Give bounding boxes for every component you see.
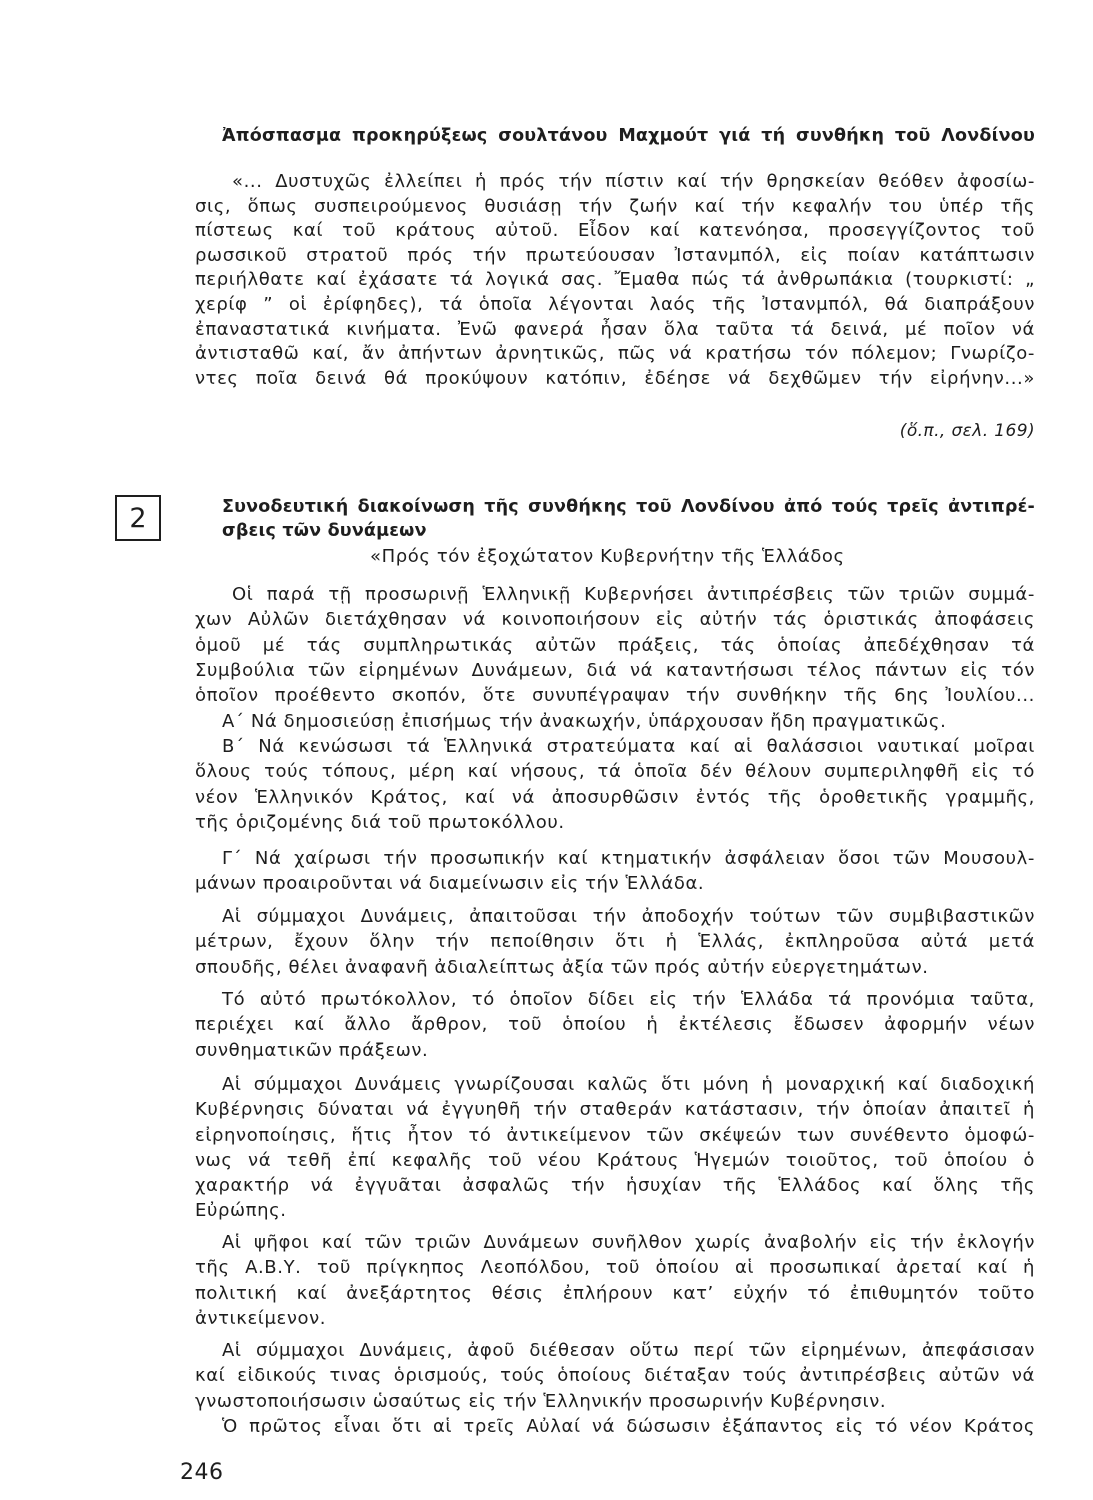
quote-line: ἀντισταθῶ καί, ἄν ἀπήντων ἀρνητικῶς, πῶς νά κρατήσω τόν πόλεμον; Γνωρίζο-	[195, 343, 1035, 365]
paragraph	[195, 709, 1035, 734]
paragraph-line: Αἱ ψῆφοι καί τῶν τριῶν Δυνάμεων συνῆλθον χωρίς ἀναβολήν εἰς τήν ἐκλογήν	[222, 1232, 1035, 1253]
paragraph-line: πολιτική καί ἀνεξάρτητος θέσις ἐπλήρουν κατ’ εὐχήν τό ἐπιθυμητόν τοῦτο	[195, 1282, 1035, 1304]
paragraph-line: Γ΄ Νά χαίρωσι τήν προσωπικήν καί κτηματικήν ἀσφάλειαν ὅσοι τῶν Μουσουλ-	[222, 848, 1035, 869]
quote-line: «... Δυστυχῶς ἐλλείπει ἡ πρός τήν πίστιν καί τήν θρησκείαν θεόθεν ἀφοσίω-	[232, 171, 1035, 192]
page-number: 246	[180, 1460, 224, 1485]
paragraph	[195, 1414, 1035, 1439]
quote-line: σις, ὅπως συσπειρούμενος θυσιάσῃ τήν ζωήν καί τήν κεφαλήν του ὑπέρ τῆς	[195, 195, 1035, 217]
paragraph-line: Κυβέρνησις δύναται νά ἐγγυηθῆ τήν σταθεράν κατάστασιν, τήν ὁποίαν ἀπαιτεῖ ἡ	[195, 1099, 1035, 1121]
paragraph	[195, 1338, 1035, 1414]
document-body	[195, 0, 1035, 1500]
paragraph	[195, 846, 1035, 897]
paragraph-line: εἰρηνοποίησις, ἥτις ἦτον τό ἀντικείμενον τῶν σκέψεών των συνέθεντο ὁμοφώ-	[195, 1124, 1035, 1146]
paragraph	[195, 1230, 1035, 1331]
paragraph-line: συνθηματικῶν πράξεων.	[195, 1039, 429, 1061]
paragraph-line: καί εἰδικούς τινας ὁρισμούς, τούς ὁποίους διέταξαν τούς ἀντιπρέσβεις αὐτῶν νά	[195, 1365, 1035, 1387]
paragraph-line: Αἱ σύμμαχοι Δυνάμεις γνωρίζουσαι καλῶς ὅτι μόνη ἡ μοναρχική καί διαδοχική	[222, 1074, 1035, 1095]
paragraph-line: νως νά τεθῆ ἐπί κεφαλῆς τοῦ νέου Κράτους Ἡγεμών τοιοῦτος, τοῦ ὁποίου ὁ	[195, 1149, 1035, 1171]
title-line: σβεις τῶν δυνάμεων	[222, 520, 427, 541]
salutation: «Πρός τόν ἐξοχώτατον Κυβερνήτην τῆς Ἑλλάδος	[370, 546, 845, 567]
quote-line: ρωσσικοῦ στρατοῦ πρός τήν πρωτεύουσαν Ἰστανμπόλ, εἰς ποίαν κατάπτωσιν	[195, 244, 1035, 266]
paragraph-line: σπουδῆς, θέλει ἀναφανῆ ἀδιαλείπτως ἀξία τῶν πρός αὐτήν εὐεργετημάτων.	[195, 956, 929, 978]
paragraph-line: περιέχει καί ἄλλο ἄρθρον, τοῦ ὁποίου ἡ ἐκτέλεσις ἔδωσεν ἀφορμήν νέων	[195, 1014, 1035, 1036]
paragraph-line: ἀντικείμενον.	[195, 1307, 327, 1329]
paragraph-line: Εὐρώπης.	[195, 1200, 287, 1222]
paragraph-line: ὁμοῦ μέ τάς συμπληρωτικάς αὐτῶν πράξεις, τάς ὁποίας ἀπεδέχθησαν τά	[195, 634, 1035, 656]
title-line: Συνοδευτική διακοίνωση τῆς συνθήκης τοῦ Λονδίνου ἀπό τούς τρεῖς ἀντιπρέ-	[222, 497, 1035, 517]
quote-line: ἐπαναστατικά κινήματα. Ἐνῶ φανερά ἦσαν ὅλα ταῦτα τά δεινά, μέ ποῖον νά	[195, 318, 1035, 340]
paragraph-line: νέον Ἑλληνικόν Κράτος, καί νά ἀποσυρθῶσιν ἐντός τῆς ὁροθετικῆς γραμμῆς,	[195, 786, 1035, 808]
paragraph-line: Αἱ σύμμαχοι Δυνάμεις, ἀφοῦ διέθεσαν οὕτω περί τῶν εἰρημένων, ἀπεφάσισαν	[222, 1340, 1035, 1361]
excerpt-title: Ἀπόσπασμα προκηρύξεως σουλτάνου Μαχμούτ γιά τή συνθήκη τοῦ Λονδίνου	[222, 126, 1035, 146]
section-number: 2	[129, 502, 147, 534]
paragraph-line: ὅλους τούς τόπους, μέρη καί νήσους, τά ὁποῖα δέν θέλουν συμπεριληφθῆ εἰς τό	[195, 761, 1035, 783]
paragraph-line: τῆς ὁριζομένης διά τοῦ πρωτοκόλλου.	[195, 811, 565, 833]
paragraph-line: Οἱ παρά τῇ προσωρινῇ Ἑλληνικῇ Κυβερνήσει ἀντιπρέσβεις τῶν τριῶν συμμά-	[232, 584, 1035, 605]
paragraph-line: Β΄ Νά κενώσωσι τά Ἑλληνικά στρατεύματα καί αἱ θαλάσσιοι ναυτικαί μοῖραι	[222, 736, 1035, 757]
paragraph	[195, 904, 1035, 980]
paragraph	[195, 987, 1035, 1063]
paragraph-line: γνωστοποιήσωσιν ὡσαύτως εἰς τήν Ἑλληνικήν προσωρινήν Κυβέρνησιν.	[195, 1390, 887, 1412]
paragraph-line: Αἱ σύμμαχοι Δυνάμεις, ἀπαιτοῦσαι τήν ἀποδοχήν τούτων τῶν συμβιβαστικῶν	[222, 906, 1035, 927]
paragraph	[195, 582, 1035, 708]
paragraph-line: Ὁ πρῶτος εἶναι ὅτι αἱ τρεῖς Αὐλαί νά δώσωσιν ἐξάπαντος εἰς τό νέον Κράτος	[222, 1416, 1035, 1437]
paragraph-line: Α΄ Νά δημοσιεύσῃ ἐπισήμως τήν ἀνακωχήν, ὑπάρχουσαν ἤδη πραγματικῶς.	[222, 710, 947, 732]
paragraph-line: ὁποῖον προέθεντο σκοπόν, ὅτε συνυπέγραψαν τήν συνθήκην τῆς 6ης Ἰουλίου...	[195, 685, 1035, 707]
quote-line: πίστεως καί τοῦ κράτους αὐτοῦ. Εἶδον καί κατενόησα, προσεγγίζοντος τοῦ	[195, 220, 1035, 242]
citation: (ὅ.π., σελ. 169)	[899, 421, 1035, 441]
paragraph-line: μάνων προαιροῦνται νά διαμείνωσιν εἰς τήν Ἑλλάδα.	[195, 873, 705, 895]
paragraph-line: Τό αὐτό πρωτόκολλον, τό ὁποῖον δίδει εἰς τήν Ἑλλάδα τά προνόμια ταῦτα,	[222, 989, 1035, 1010]
quote-line: περιήλθατε καί ἐχάσατε τά λογικά σας. Ἔμαθα πώς τά ἀνθρωπάκια (τουρκιστί: „	[195, 269, 1035, 291]
quote-line: χερίφ ” οἱ ἐρίφηδες), τά ὁποῖα λέγονται λαός τῆς Ἰστανμπόλ, θά διαπράξουν	[195, 293, 1035, 315]
quote-line: ντες ποῖα δεινά θά προκύψουν κατόπιν, ἐδέησε νά δεχθῶμεν τήν εἰρήνην...»	[195, 367, 1035, 389]
paragraph	[195, 1072, 1035, 1224]
paragraph-line: Συμβούλια τῶν εἰρημένων Δυνάμεων, διά νά καταντήσωσι τέλος πάντων εἰς τόν	[195, 659, 1035, 681]
section-number-box	[115, 495, 161, 541]
paragraph-line: χων Αὐλῶν διετάχθησαν νά κοινοποιήσουν εἰς αὐτήν τάς ὁριστικάς ἀποφάσεις	[195, 609, 1035, 631]
paragraph-line: μέτρων, ἔχουν ὅλην τήν πεποίθησιν ὅτι ἡ Ἑλλάς, ἐκπληροῦσα αὐτά μετά	[195, 931, 1035, 953]
paragraph	[195, 734, 1035, 835]
paragraph-line: τῆς Α.Β.Υ. τοῦ πρίγκηπος Λεοπόλδου, τοῦ ὁποίου αἱ προσωπικαί ἀρεταί καί ἡ	[195, 1257, 1035, 1279]
paragraph-line: χαρακτήρ νά ἐγγυᾶται ἀσφαλῶς τήν ἡσυχίαν τῆς Ἑλλάδος καί ὅλης τῆς	[195, 1175, 1035, 1197]
